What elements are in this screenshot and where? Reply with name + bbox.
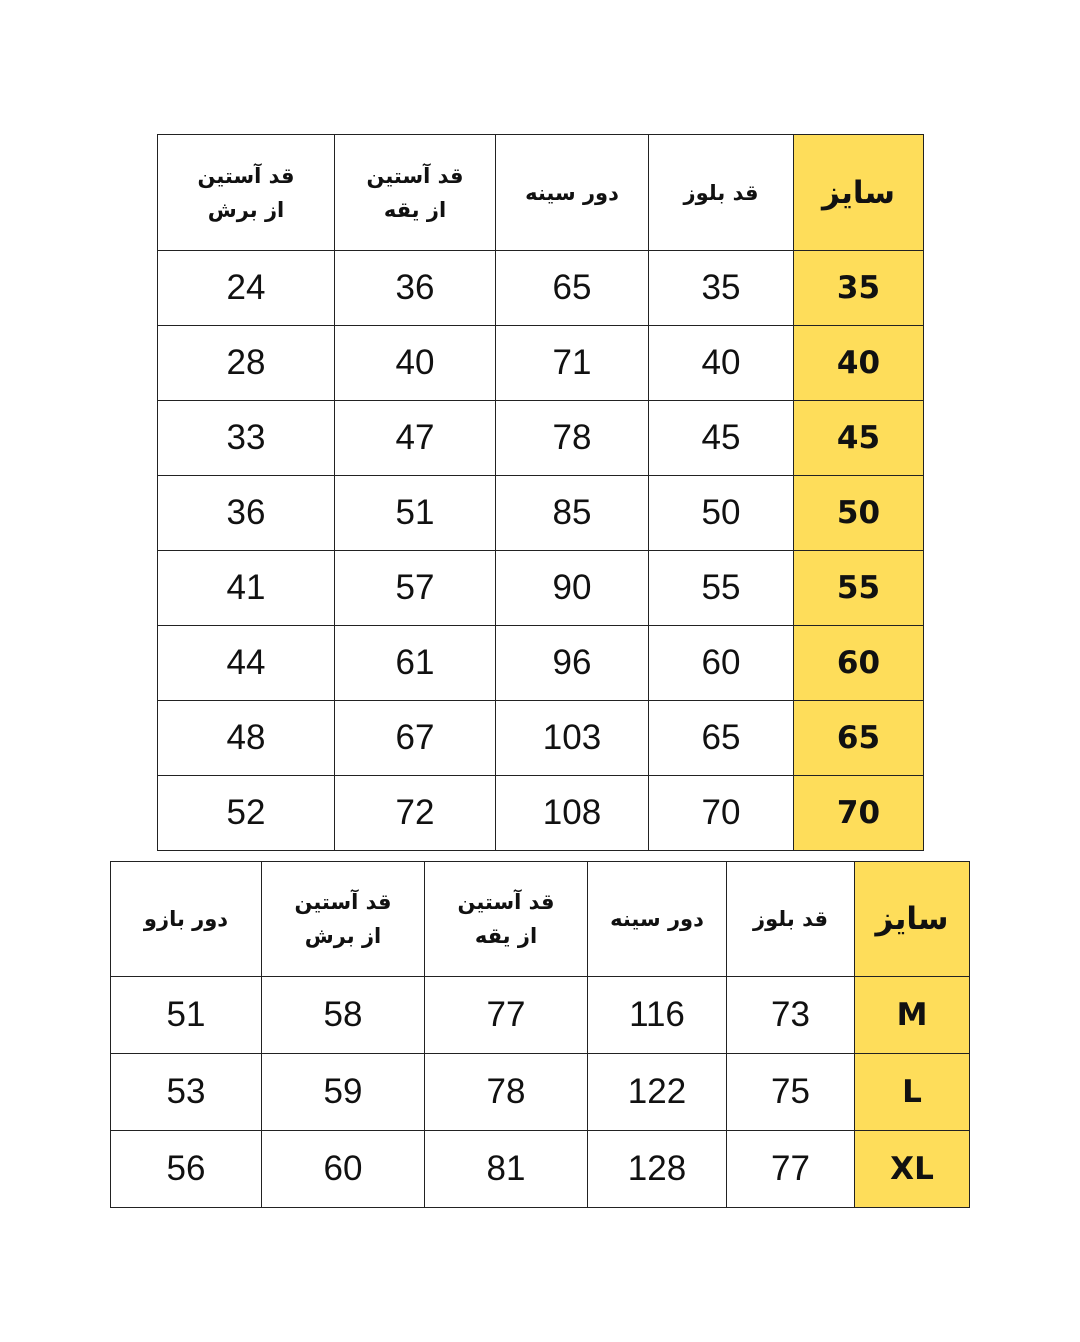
- cell-sleeve-from-collar: 47: [335, 401, 496, 476]
- cell-size: 60: [794, 626, 924, 701]
- table-row: [158, 626, 924, 701]
- table-row: [158, 776, 924, 851]
- table-row: [158, 476, 924, 551]
- header-sleeve-length-from-cut: قد آستین از برش: [158, 135, 335, 251]
- cell-blouse-length: 50: [649, 476, 794, 551]
- cell-sleeve-from-cut: 60: [262, 1131, 425, 1208]
- cell-chest: 103: [496, 701, 649, 776]
- cell-sleeve-from-collar: 77: [425, 977, 588, 1054]
- table-row: [111, 977, 970, 1054]
- cell-size: 55: [794, 551, 924, 626]
- cell-size: 70: [794, 776, 924, 851]
- cell-size: 40: [794, 326, 924, 401]
- table-row: [158, 551, 924, 626]
- cell-sleeve-from-cut: 44: [158, 626, 335, 701]
- cell-blouse-length: 70: [649, 776, 794, 851]
- cell-sleeve-from-cut: 41: [158, 551, 335, 626]
- cell-blouse-length: 77: [727, 1131, 855, 1208]
- cell-blouse-length: 75: [727, 1054, 855, 1131]
- cell-sleeve-from-cut: 48: [158, 701, 335, 776]
- table-header-row: [158, 135, 924, 251]
- table-row: [111, 1131, 970, 1208]
- cell-chest: 78: [496, 401, 649, 476]
- cell-blouse-length: 55: [649, 551, 794, 626]
- cell-chest: 71: [496, 326, 649, 401]
- cell-chest: 85: [496, 476, 649, 551]
- cell-chest: 128: [588, 1131, 727, 1208]
- cell-arm: 51: [111, 977, 262, 1054]
- cell-blouse-length: 35: [649, 251, 794, 326]
- cell-sleeve-from-collar: 72: [335, 776, 496, 851]
- cell-sleeve-from-cut: 52: [158, 776, 335, 851]
- cell-blouse-length: 65: [649, 701, 794, 776]
- cell-size: L: [855, 1054, 970, 1131]
- cell-blouse-length: 60: [649, 626, 794, 701]
- table-row: [158, 401, 924, 476]
- cell-size: M: [855, 977, 970, 1054]
- cell-sleeve-from-collar: 40: [335, 326, 496, 401]
- header-chest-circumference: دور سینه: [588, 862, 727, 977]
- cell-blouse-length: 40: [649, 326, 794, 401]
- cell-size: 35: [794, 251, 924, 326]
- table-row: [158, 701, 924, 776]
- header-arm-circumference: دور بازو: [111, 862, 262, 977]
- cell-chest: 116: [588, 977, 727, 1054]
- cell-sleeve-from-cut: 36: [158, 476, 335, 551]
- cell-chest: 65: [496, 251, 649, 326]
- header-chest-circumference: دور سینه: [496, 135, 649, 251]
- header-size: سایز: [855, 862, 970, 977]
- cell-sleeve-from-collar: 36: [335, 251, 496, 326]
- header-sleeve-length-from-collar: قد آستین از یقه: [335, 135, 496, 251]
- cell-sleeve-from-cut: 24: [158, 251, 335, 326]
- header-size: سایز: [794, 135, 924, 251]
- cell-chest: 90: [496, 551, 649, 626]
- cell-size: XL: [855, 1131, 970, 1208]
- cell-chest: 108: [496, 776, 649, 851]
- cell-chest: 122: [588, 1054, 727, 1131]
- cell-sleeve-from-cut: 59: [262, 1054, 425, 1131]
- cell-blouse-length: 45: [649, 401, 794, 476]
- cell-sleeve-from-collar: 78: [425, 1054, 588, 1131]
- cell-sleeve-from-collar: 81: [425, 1131, 588, 1208]
- header-blouse-length: قد بلوز: [727, 862, 855, 977]
- cell-blouse-length: 73: [727, 977, 855, 1054]
- cell-sleeve-from-collar: 51: [335, 476, 496, 551]
- header-sleeve-length-from-cut: قد آستین از برش: [262, 862, 425, 977]
- cell-size: 50: [794, 476, 924, 551]
- header-sleeve-length-from-collar: قد آستین از یقه: [425, 862, 588, 977]
- header-blouse-length: قد بلوز: [649, 135, 794, 251]
- size-chart-table-numeric: [157, 134, 924, 851]
- cell-sleeve-from-collar: 67: [335, 701, 496, 776]
- cell-sleeve-from-cut: 58: [262, 977, 425, 1054]
- cell-arm: 56: [111, 1131, 262, 1208]
- table-row: [158, 251, 924, 326]
- table-row: [111, 1054, 970, 1131]
- cell-arm: 53: [111, 1054, 262, 1131]
- cell-sleeve-from-cut: 33: [158, 401, 335, 476]
- cell-sleeve-from-collar: 61: [335, 626, 496, 701]
- cell-size: 65: [794, 701, 924, 776]
- cell-chest: 96: [496, 626, 649, 701]
- cell-sleeve-from-cut: 28: [158, 326, 335, 401]
- table-row: [158, 326, 924, 401]
- cell-size: 45: [794, 401, 924, 476]
- size-chart-table-letter: [110, 861, 970, 1208]
- cell-sleeve-from-collar: 57: [335, 551, 496, 626]
- table-header-row: [111, 862, 970, 977]
